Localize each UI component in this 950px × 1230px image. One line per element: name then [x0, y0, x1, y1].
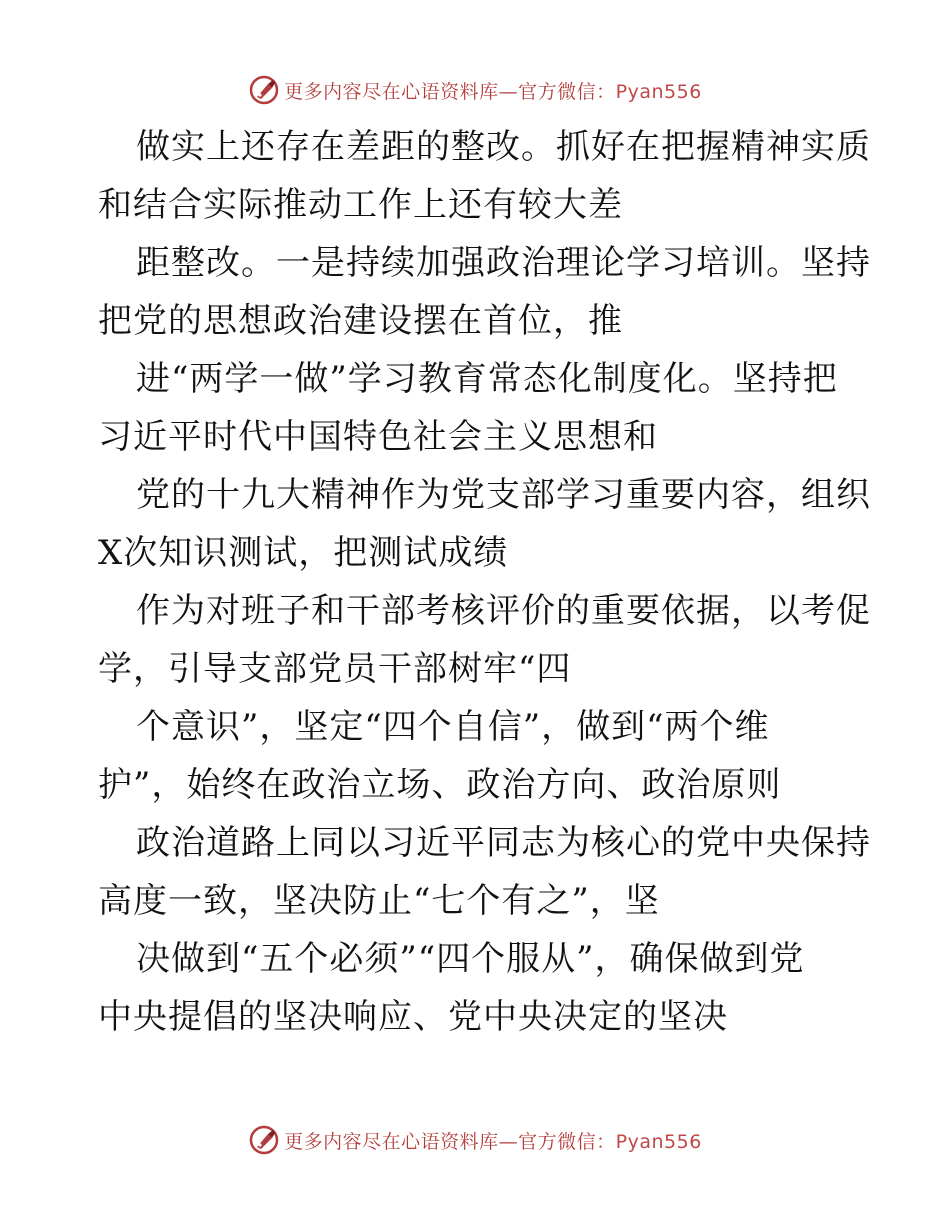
footer-banner [0, 1120, 950, 1160]
body-line: 习近平时代中国特色社会主义思想和 [98, 417, 658, 457]
body-paragraph [98, 466, 871, 582]
header-wechat-id: Pyan556 [615, 80, 702, 103]
body-line: 个意识”，坚定“四个自信”，做到“两个维 [136, 707, 770, 747]
body-line: 进“两学一做”学习教育常态化制度化。坚持把 [136, 359, 838, 399]
body-paragraph [98, 118, 871, 234]
document-body [98, 118, 871, 1046]
pen-nib-logo-icon [248, 1124, 280, 1156]
header-banner [0, 70, 950, 110]
footer-banner-text: 更多内容尽在心语资料库—官方微信：Pyan556 [284, 1130, 702, 1153]
body-line: 决做到“五个必须”“四个服从”，确保做到党 [136, 939, 805, 979]
body-line: 中央提倡的坚决响应、党中央决定的坚决 [98, 997, 728, 1037]
body-line: 和结合实际推动工作上还有较大差 [98, 185, 623, 225]
body-line: 作为对班子和干部考核评价的重要依据，以考促 [136, 591, 871, 631]
pen-nib-logo-icon [248, 74, 280, 106]
body-paragraph [98, 814, 871, 930]
body-paragraph [98, 582, 871, 698]
body-paragraph [98, 350, 858, 466]
body-paragraph [98, 930, 858, 1046]
footer-wechat-id: Pyan556 [615, 1130, 702, 1153]
body-line: 学，引导支部党员干部树牢“四 [98, 649, 572, 689]
body-line: 做实上还存在差距的整改。抓好在把握精神实质 [136, 127, 871, 167]
body-line: 把党的思想政治建设摆在首位，推 [98, 301, 623, 341]
body-line: 党的十九大精神作为党支部学习重要内容，组织 [136, 475, 871, 515]
body-line: 距整改。一是持续加强政治理论学习培训。坚持 [136, 243, 871, 283]
body-paragraph [98, 698, 858, 814]
body-line: 高度一致，坚决防止“七个有之”，坚 [98, 881, 660, 921]
body-paragraph [98, 234, 871, 350]
header-banner-text: 更多内容尽在心语资料库—官方微信：Pyan556 [284, 80, 702, 103]
body-line: 护”，始终在政治立场、政治方向、政治原则 [98, 765, 782, 805]
body-line: 政治道路上同以习近平同志为核心的党中央保持 [136, 823, 871, 863]
body-line: X次知识测试，把测试成绩 [98, 533, 509, 573]
